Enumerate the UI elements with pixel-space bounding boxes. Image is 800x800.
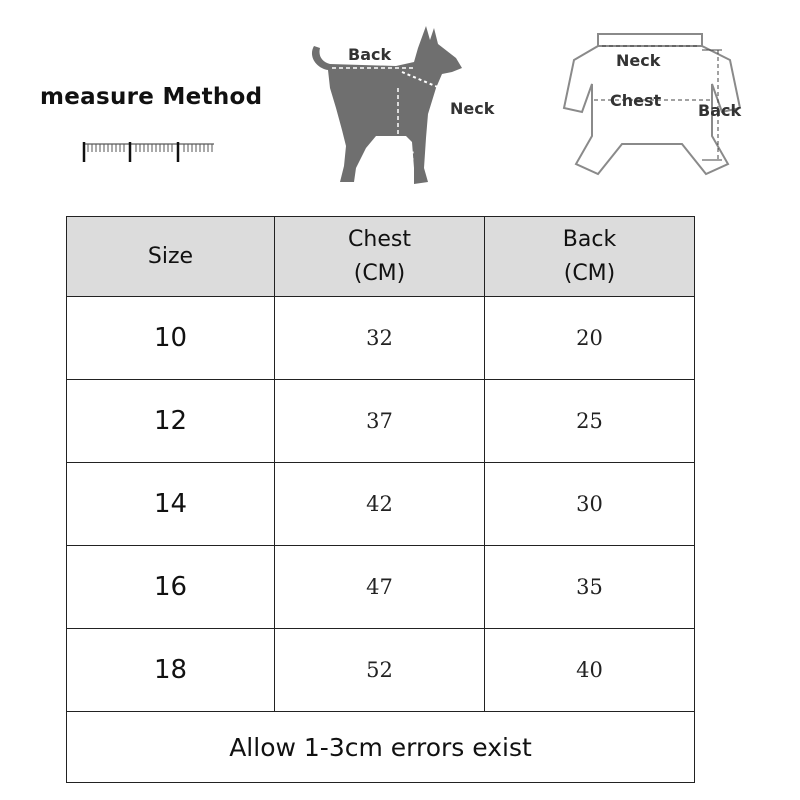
size-header-label: Size bbox=[147, 243, 194, 269]
shirt-chest-label: Chest bbox=[610, 91, 662, 110]
size-cell: 12 bbox=[67, 380, 275, 463]
back-cell: 25 bbox=[485, 380, 695, 463]
chest-cell: 37 bbox=[275, 380, 485, 463]
chest-header-unit: (CM) bbox=[353, 260, 406, 286]
table-row bbox=[67, 297, 695, 380]
table-row bbox=[67, 546, 695, 629]
measurement-header bbox=[0, 0, 800, 200]
table-row bbox=[67, 380, 695, 463]
chest-header-label: Chest bbox=[348, 226, 411, 252]
dog-measurement-diagram bbox=[296, 18, 516, 193]
error-tolerance-note: Allow 1-3cm errors exist bbox=[67, 712, 695, 783]
size-cell: 18 bbox=[67, 629, 275, 712]
chest-cell: 32 bbox=[275, 297, 485, 380]
back-header-label: Back bbox=[562, 226, 617, 252]
size-cell: 16 bbox=[67, 546, 275, 629]
size-cell: 10 bbox=[67, 297, 275, 380]
dog-neck-label: Neck bbox=[450, 99, 495, 118]
dog-chest-label: Chest bbox=[366, 146, 414, 164]
table-header-row bbox=[67, 217, 695, 297]
size-chart-table bbox=[66, 216, 695, 783]
measure-method-title: measure Method bbox=[40, 84, 263, 110]
chest-cell: 42 bbox=[275, 463, 485, 546]
table-row bbox=[67, 629, 695, 712]
table-footer-row bbox=[67, 712, 695, 783]
chest-column-header bbox=[275, 217, 485, 297]
back-header-unit: (CM) bbox=[563, 260, 616, 286]
chest-cell: 52 bbox=[275, 629, 485, 712]
shirt-neck-label: Neck bbox=[616, 51, 661, 70]
back-cell: 40 bbox=[485, 629, 695, 712]
dog-back-label: Back bbox=[348, 45, 392, 64]
back-cell: 20 bbox=[485, 297, 695, 380]
ruler-icon bbox=[82, 134, 218, 166]
chest-cell: 47 bbox=[275, 546, 485, 629]
size-cell: 14 bbox=[67, 463, 275, 546]
size-column-header bbox=[67, 217, 275, 297]
table-row bbox=[67, 463, 695, 546]
back-column-header bbox=[485, 217, 695, 297]
shirt-measurement-diagram bbox=[552, 24, 752, 194]
back-cell: 30 bbox=[485, 463, 695, 546]
shirt-back-label: Back bbox=[698, 101, 742, 120]
back-cell: 35 bbox=[485, 546, 695, 629]
